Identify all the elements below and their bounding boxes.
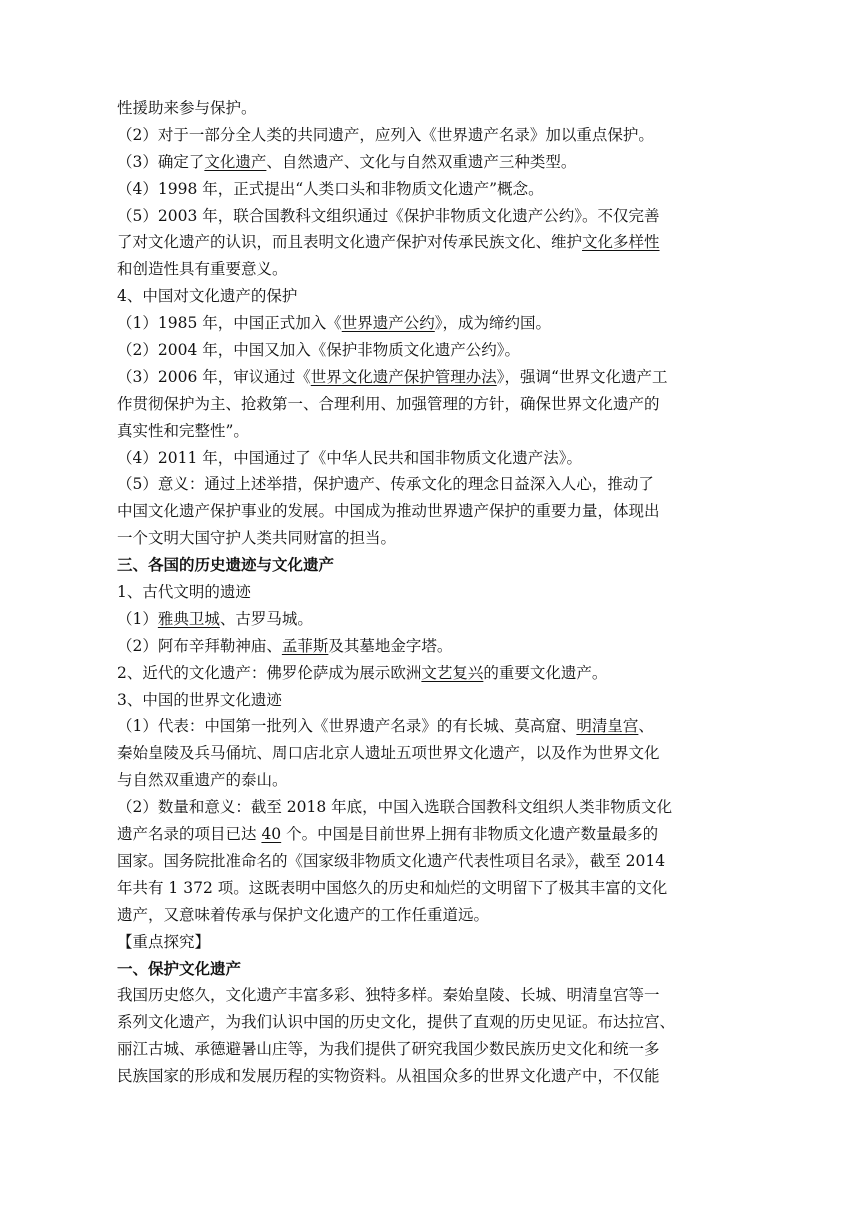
section-heading: 3、中国的世界文化遗迹	[117, 690, 282, 709]
text-line	[117, 310, 737, 337]
text-line: （2）数量和意义：截至 2018 年底，中国入选联合国教科文组织人类非物质文化	[117, 798, 673, 817]
underlined-term: 雅典卫城	[157, 609, 220, 628]
underlined-term: 文化遗产	[204, 152, 267, 171]
text-line	[117, 633, 737, 660]
text-line: （4）1998 年，正式提出“人类口头和非物质文化遗产”概念。	[117, 179, 544, 198]
text-line: 丽江古城、承德避暑山庄等，为我们提供了研究我国少数民族历史文化和统一多	[117, 1040, 660, 1059]
underlined-term: 文艺复兴	[421, 663, 484, 682]
text-segment: （3）2006 年，审议通过《	[117, 367, 311, 386]
chapter-heading: 一、保护文化遗产	[117, 959, 242, 978]
text-line: 性援助来参与保护。	[117, 99, 257, 117]
focus-heading: 【重点探究】	[117, 932, 211, 951]
text-line: 系列文化遗产，为我们认识中国的历史文化，提供了直观的历史见证。布达拉宫、	[117, 1013, 676, 1032]
text-line	[117, 821, 737, 848]
underlined-term: 孟菲斯	[281, 636, 329, 655]
text-segment: 遗产名录的项目已达	[117, 825, 262, 844]
text-line: （5）意义：通过上述举措，保护遗产、传承文化的理念日益深入人心，推动了	[117, 475, 654, 494]
underlined-term: 世界遗产公约	[341, 314, 435, 333]
chapter-heading: 三、各国的历史遗迹与文化遗产	[117, 556, 335, 575]
text-line	[117, 713, 737, 740]
text-line: 与自然双重遗产的泰山。	[117, 771, 288, 790]
text-segment: （1）	[117, 609, 158, 628]
text-segment: 、古罗马城。	[219, 609, 313, 628]
text-segment: （1）1985 年，中国正式加入《	[117, 314, 342, 333]
text-line: 遗产，又意味着传承与保护文化遗产的工作任重道远。	[117, 905, 490, 924]
text-segment: 、自然遗产、文化与自然双重遗产三种类型。	[266, 152, 577, 171]
text-segment: 、	[638, 717, 654, 736]
text-segment: 2、近代的文化遗产：佛罗伦萨成为展示欧洲	[117, 663, 422, 682]
text-line	[117, 364, 737, 391]
text-line: 年共有 1 372 项。这既表明中国悠久的历史和灿烂的文明留下了极其丰富的文化	[117, 878, 668, 897]
section-heading: 1、古代文明的遗迹	[117, 583, 251, 602]
text-segment: 了对文化遗产的认识，而且表明文化遗产保护对传承民族文化、维护	[117, 233, 583, 252]
text-segment: （1）代表：中国第一批列入《世界遗产名录》的有长城、莫高窟、	[117, 717, 577, 736]
text-line	[117, 229, 737, 256]
text-segment: 的重要文化遗产。	[483, 663, 608, 682]
text-line: （5）2003 年，联合国教科文组织通过《保护非物质文化遗产公约》。不仅完善	[117, 206, 660, 225]
section-heading: 4、中国对文化遗产的保护	[117, 287, 298, 306]
text-line	[117, 660, 737, 687]
text-line: 民族国家的形成和发展历程的实物资料。从祖国众多的世界文化遗产中，不仅能	[117, 1067, 660, 1086]
text-line: 中国文化遗产保护事业的发展。中国成为推动世界遗产保护的重要力量，体现出	[117, 502, 660, 521]
text-line: 作贯彻保护为主、抢救第一、合理利用、加强管理的方针，确保世界文化遗产的	[117, 394, 660, 413]
text-line: （2）对于一部分全人类的共同遗产，应列入《世界遗产名录》加以重点保护。	[117, 125, 654, 144]
text-line: 和创造性具有重要意义。	[117, 260, 288, 279]
underlined-term: 明清皇宫	[576, 717, 639, 736]
text-segment: （3）确定了	[117, 152, 205, 171]
text-segment: 》，强调“世界文化遗产工	[496, 367, 668, 386]
underlined-term: 世界文化遗产保护管理办法	[310, 367, 497, 386]
text-segment: 及其墓地金字塔。	[328, 636, 453, 655]
document-page	[117, 95, 737, 1090]
text-line: 一个文明大国守护人类共同财富的担当。	[117, 529, 397, 548]
text-line: （2）2004 年，中国又加入《保护非物质文化遗产公约》。	[117, 341, 520, 360]
text-line: 国家。国务院批准命名的《国家级非物质文化遗产代表性项目名录》，截至 2014	[117, 851, 666, 870]
text-line: 真实性和完整性”。	[117, 421, 249, 440]
text-line: 秦始皇陵及兵马俑坑、周口店北京人遗址五项世界文化遗产，以及作为世界文化	[117, 744, 660, 763]
underlined-term: 文化多样性	[582, 233, 660, 252]
text-segment: 》，成为缔约国。	[434, 314, 552, 333]
text-line: 我国历史悠久，文化遗产丰富多彩、独特多样。秦始皇陵、长城、明清皇宫等一	[117, 986, 660, 1005]
underlined-term: 40	[261, 825, 282, 844]
text-segment: （2）阿布辛拜勒神庙、	[117, 636, 282, 655]
text-line	[117, 606, 737, 633]
text-line	[117, 149, 737, 176]
text-segment: 个。中国是目前世界上拥有非物质文化遗产数量最多的	[281, 825, 659, 844]
text-line: （4）2011 年，中国通过了《中华人民共和国非物质文化遗产法》。	[117, 448, 582, 467]
